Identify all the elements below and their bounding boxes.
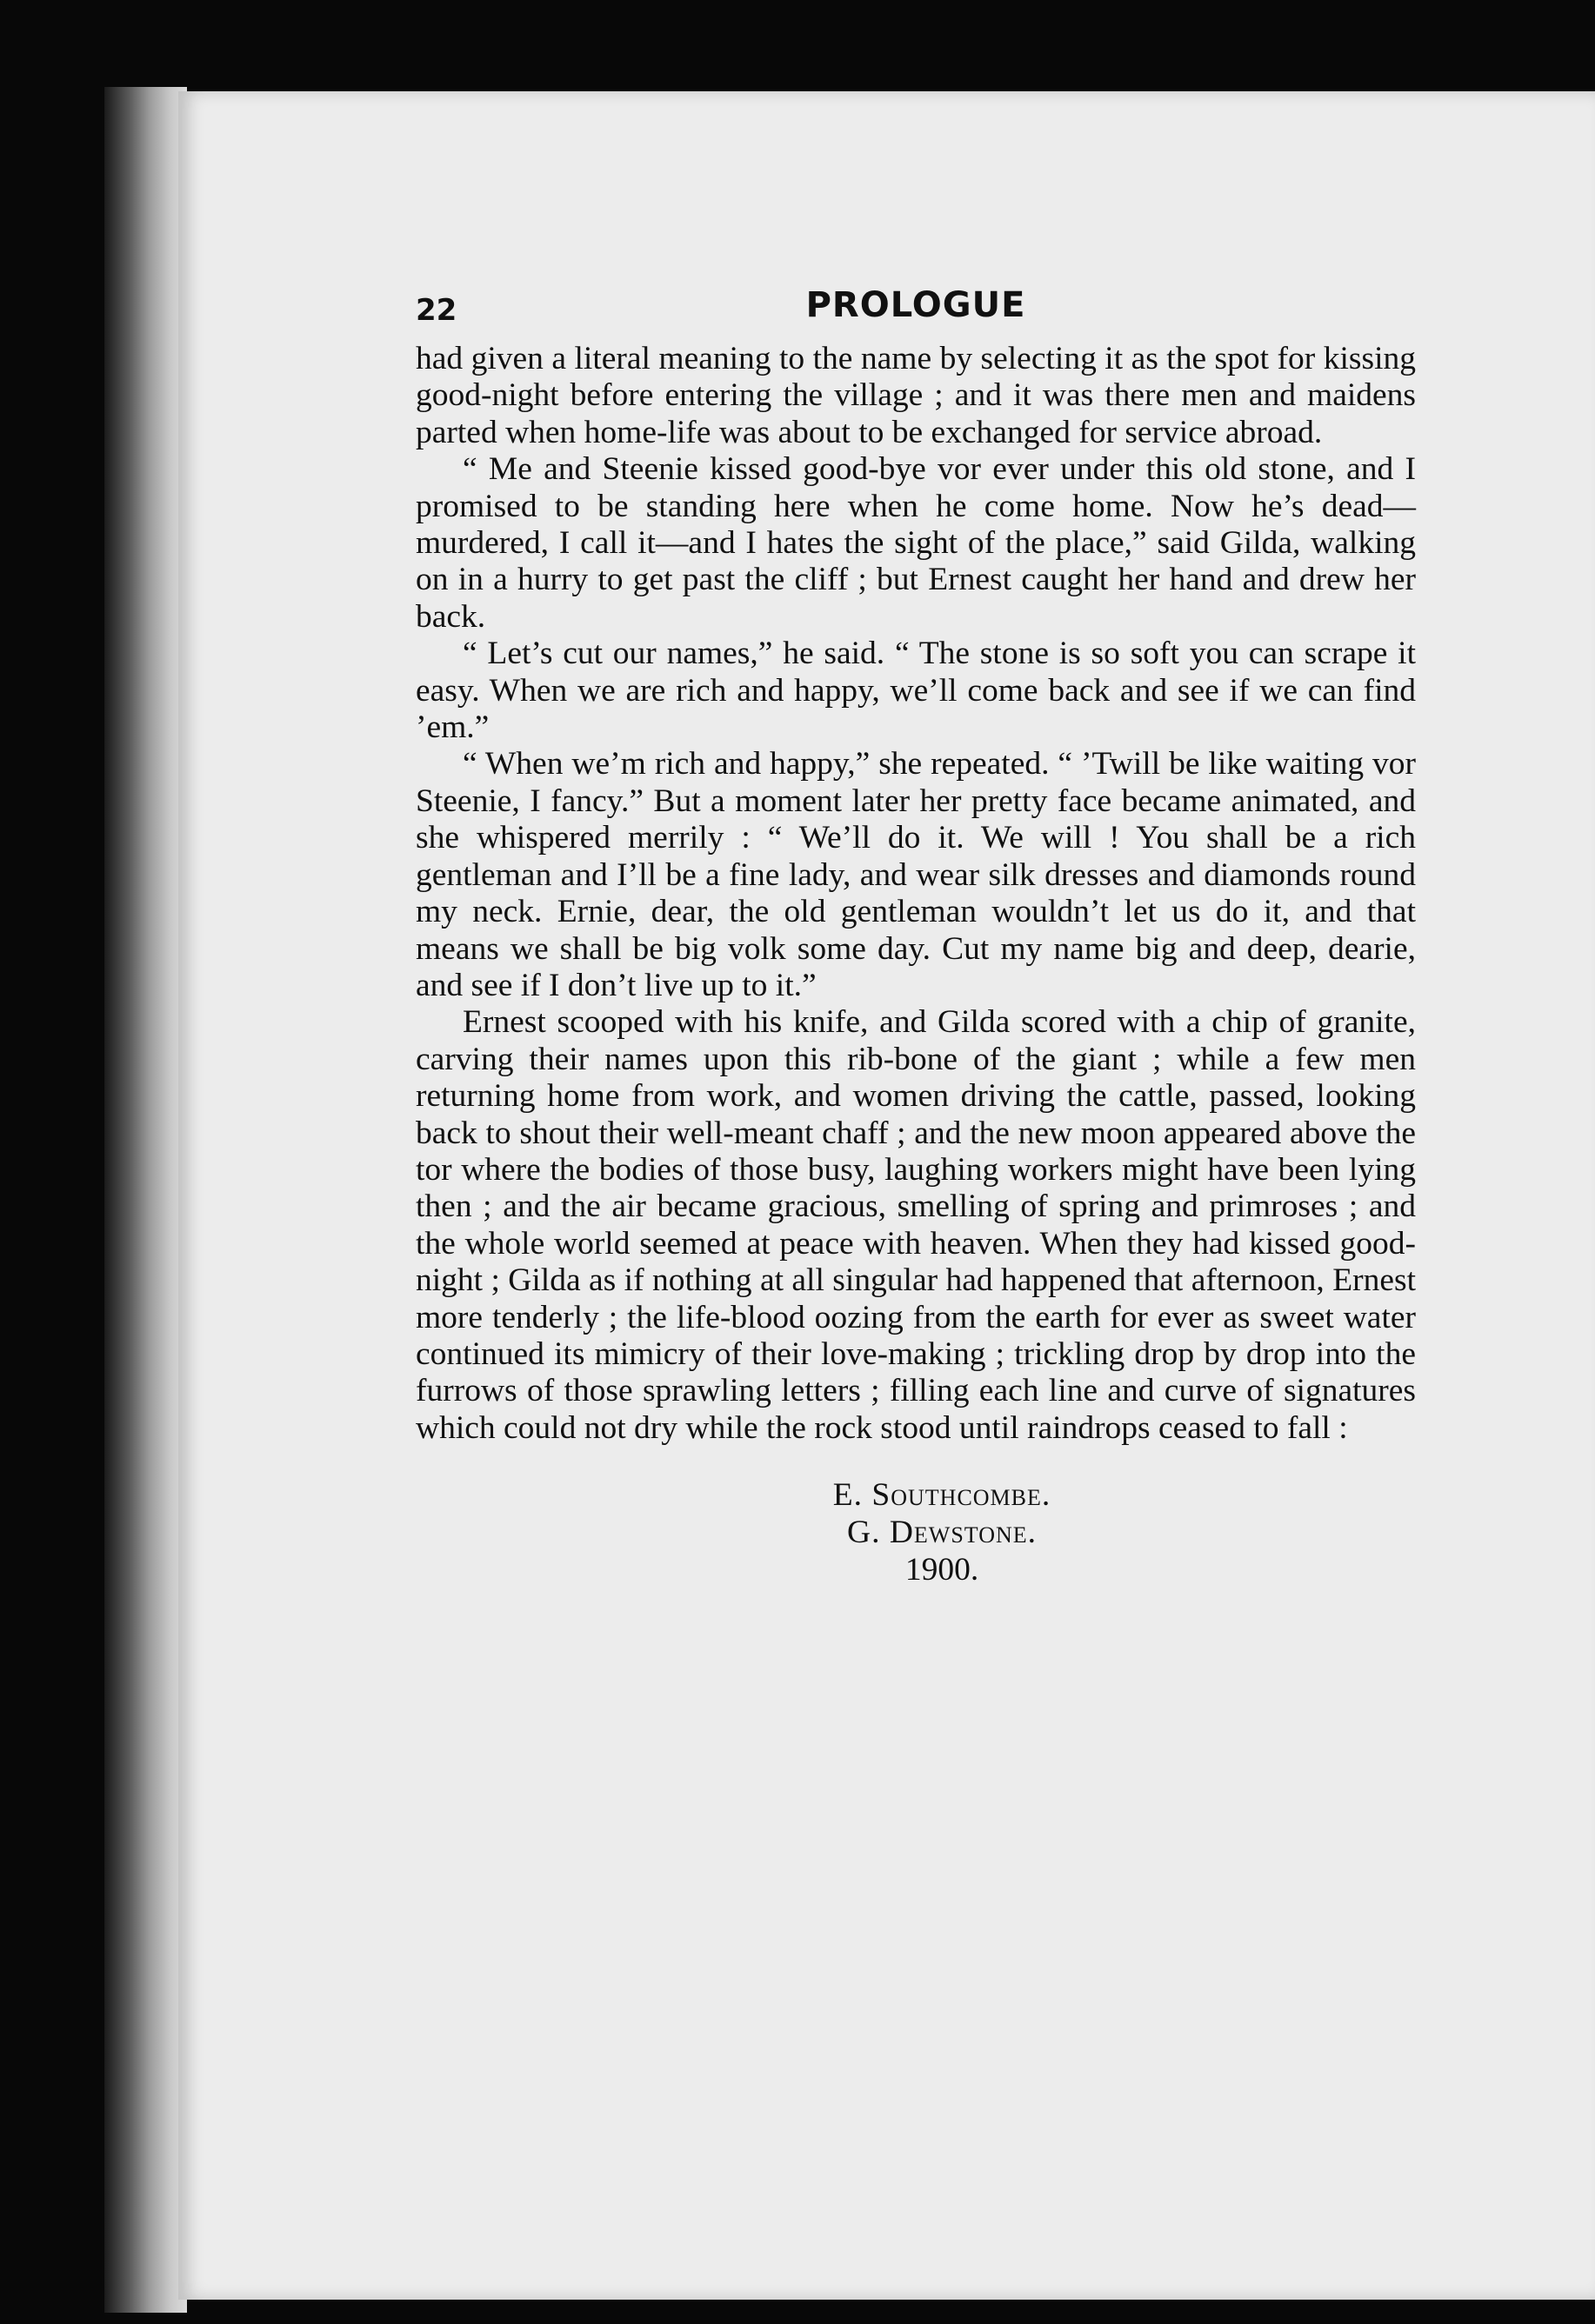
- paragraph: “ Let’s cut our names,” he said. “ The stone is so soft you can scrape it easy. When we are rich and happy, we’ll come back and see if we can find ’em.”: [416, 636, 1416, 746]
- running-title: PROLOGUE: [805, 285, 1026, 325]
- signature-block: [416, 1476, 1416, 1588]
- paragraph: “ Me and Steenie kissed good-bye vor ever under this old stone, and I promised to be standing here when he come home. Now he’s dead—murdered, I call it—and I hates the sight of the place,” said Gilda, walking on in a hurry to get past the cliff ; but Ernest caught her hand and drew her back.: [416, 451, 1416, 635]
- signature-southcombe: E. Southcombe.: [832, 1477, 1051, 1514]
- running-head: [416, 287, 1416, 341]
- signature-year: 1900.: [904, 1552, 979, 1588]
- signature-dewstone: G. Dewstone.: [846, 1515, 1038, 1551]
- paragraph: “ When we’m rich and happy,” she repeated. “ ’Twill be like waiting vor Steenie, I fancy.” But a moment later her pretty face became animated, and she whispered merrily : “ We’ll do it. We will ! You shall be a rich gentleman and I’ll be a fine lady, and wear silk dresses and diamonds round my neck. Ernie, dear, the old gentleman wouldn’t let us do it, and that means we shall be big volk some day. Cut my name big and deep, dearie, and see if I don’t live up to it.”: [416, 746, 1416, 1003]
- body-text: [416, 341, 1416, 1447]
- book-gutter: [104, 87, 187, 2313]
- page-number: 22: [416, 293, 457, 328]
- page-content: [416, 287, 1416, 1588]
- paragraph: Ernest scooped with his knife, and Gilda scored with a chip of granite, carving their names upon this rib-bone of the giant ; while a few men returning home from work, and women driving the cattle, passed, looking back to shout their well-meant chaff ; and the new moon appeared above the tor where the bodies of those busy, laughing workers might have been lying then ; and the air became gracious, smelling of spring and primroses ; and the whole world seemed at peace with heaven. When they had kissed good-night ; Gilda as if nothing at all singular had happened that afternoon, Ernest more tenderly ; the life-blood oozing from the earth for ever as sweet water continued its mimicry of their love-making ; trickling drop by drop into the furrows of those sprawling letters ; filling each line and curve of signatures which could not dry while the rock stood until raindrops ceased to fall :: [416, 1004, 1416, 1446]
- paragraph: had given a literal meaning to the name by selecting it as the spot for kissing good-night before entering the village ; and it was there men and maidens parted when home-life was about to be exchanged for service abroad.: [416, 341, 1416, 450]
